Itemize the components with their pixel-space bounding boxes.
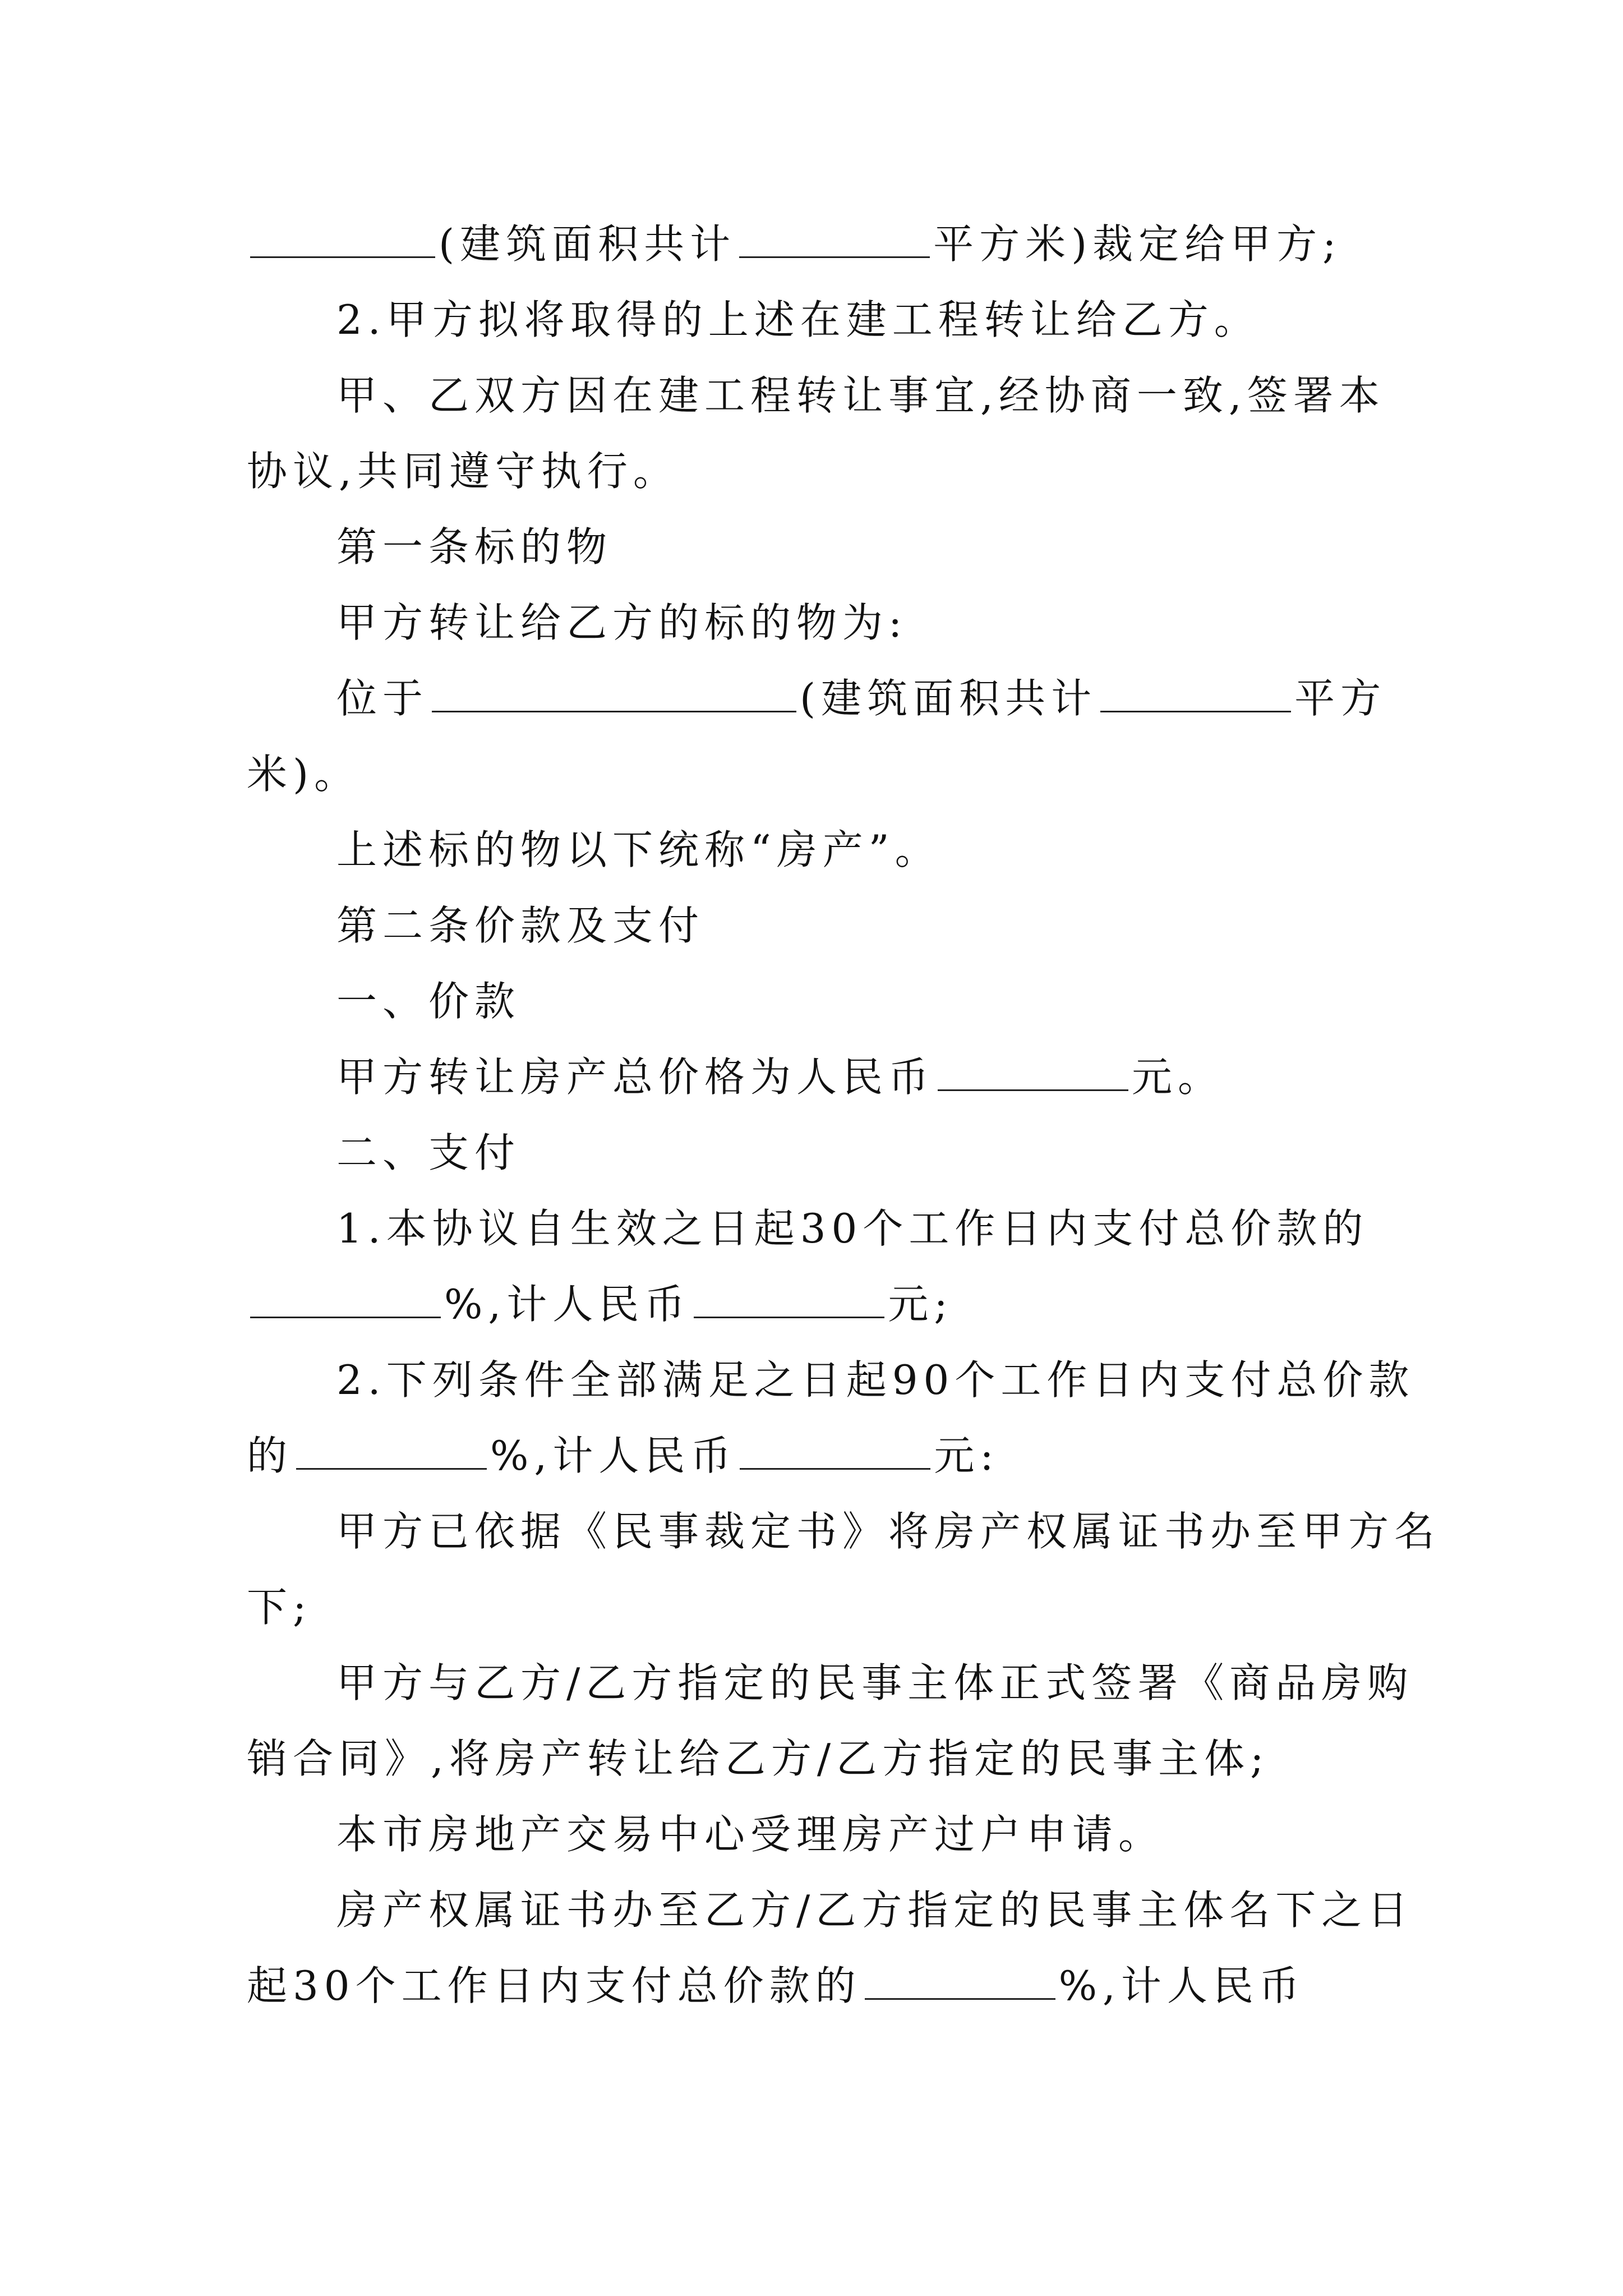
text-line: [247, 213, 1380, 275]
section-heading: 二、支付: [336, 1129, 521, 1176]
text-segment: 起30个工作日内支付总价款的: [247, 1962, 861, 2009]
text-segment: 平方: [1294, 675, 1387, 722]
text-line: 协议,共同遵守执行。: [247, 448, 679, 495]
text-line: 销合同》,将房产转让给乙方/乙方指定的民事主体;: [247, 1735, 1270, 1782]
text-line: 2.甲方拟将取得的上述在建工程转让给乙方。: [336, 296, 1260, 343]
fill-blank: [938, 1055, 1128, 1091]
text-segment: 位于: [336, 675, 429, 722]
text-segment: %,计人民币: [1058, 1962, 1305, 2009]
fill-blank: [740, 1433, 930, 1470]
text-line: 1.本协议自生效之日起30个工作日内支付总价款的: [336, 1205, 1369, 1252]
text-line: [247, 1273, 1380, 1335]
fill-blank: [250, 1282, 441, 1318]
section-heading: 一、价款: [336, 978, 521, 1025]
text-line: 米)。: [247, 751, 361, 798]
fill-blank: [432, 676, 796, 712]
fill-blank: [250, 222, 435, 258]
text-line: 上述标的物以下统称“房产”。: [336, 826, 941, 873]
text-line: [336, 1046, 1380, 1108]
text-line: 甲方转让给乙方的标的物为:: [336, 599, 908, 646]
fill-blank: [296, 1433, 487, 1470]
text-line: [336, 668, 1387, 729]
text-line: 甲方已依据《民事裁定书》将房产权属证书办至甲方名: [336, 1508, 1441, 1555]
text-segment: 元:: [934, 1432, 999, 1479]
text-segment: 甲方转让房产总价格为人民币: [336, 1053, 935, 1101]
text-line: [247, 1955, 1380, 2017]
article-heading: 第一条标的物: [336, 523, 613, 570]
fill-blank: [865, 1963, 1055, 2000]
text-segment: 平方米)裁定给甲方;: [933, 220, 1342, 268]
text-segment: (建筑面积共计: [800, 675, 1098, 722]
text-line: 2.下列条件全部满足之日起90个工作日内支付总价款: [336, 1356, 1415, 1404]
fill-blank: [694, 1282, 884, 1318]
text-line: 本市房地产交易中心受理房产过户申请。: [336, 1811, 1165, 1858]
text-line: 甲方与乙方/乙方指定的民事主体正式签署《商品房购: [336, 1659, 1414, 1706]
text-line: 房产权属证书办至乙方/乙方指定的民事主体名下之日: [336, 1887, 1414, 1934]
text-segment: 元;: [888, 1281, 953, 1328]
text-segment: %,计人民币: [444, 1281, 691, 1328]
fill-blank: [1100, 676, 1291, 712]
text-segment: 元。: [1132, 1053, 1224, 1101]
text-segment: %,计人民币: [490, 1432, 737, 1479]
article-heading: 第二条价款及支付: [336, 902, 705, 949]
text-line: 下;: [247, 1584, 312, 1631]
text-segment: 的: [247, 1432, 293, 1479]
fill-blank: [739, 222, 930, 258]
text-segment: (建筑面积共计: [439, 220, 736, 268]
text-line: 甲、乙双方因在建工程转让事宜,经协商一致,签署本: [336, 372, 1385, 419]
text-line: [247, 1425, 1380, 1487]
